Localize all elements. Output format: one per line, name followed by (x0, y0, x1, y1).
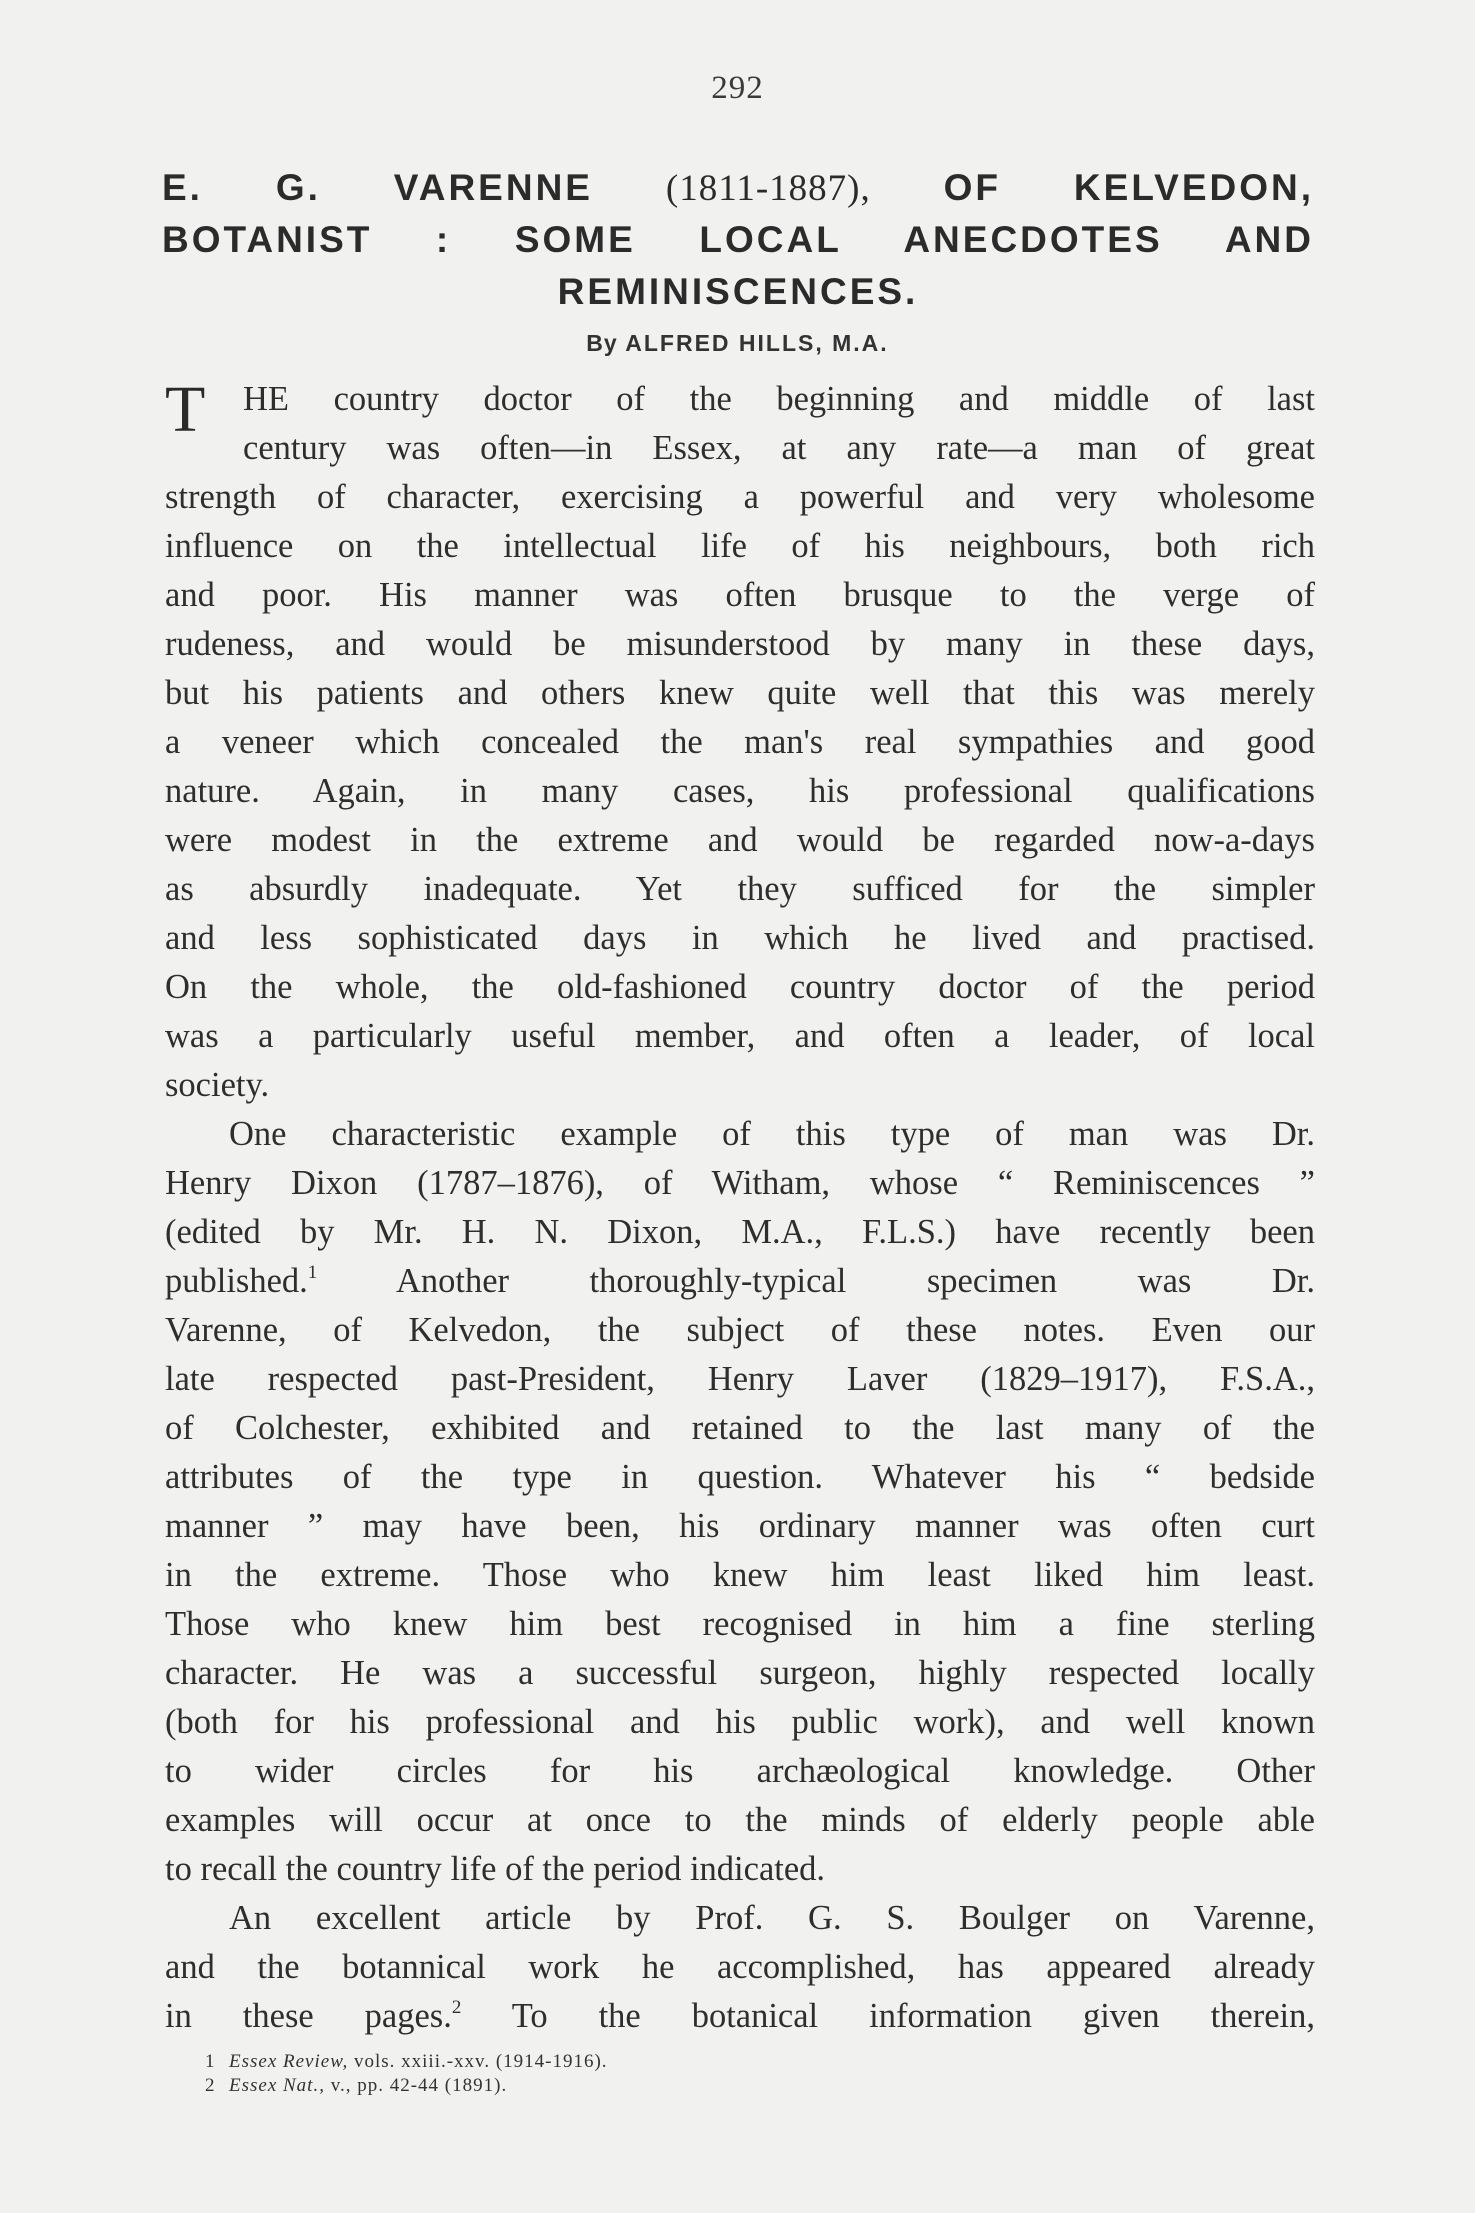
article-body (165, 375, 1315, 2041)
footnote-2 (205, 2074, 1205, 2098)
body-line: to recall the country life of the period indicated. (165, 1850, 826, 1888)
page-number: 292 (711, 70, 764, 106)
body-line-with-footnote (165, 1992, 1315, 2041)
drop-cap: T (165, 373, 206, 446)
body-line: Varenne, of Kelvedon, the subject of these notes. Even our (165, 1311, 1315, 1349)
byline-author: ALFRED HILLS, M.A. (625, 330, 889, 356)
title-years: (1811-1887), (665, 168, 871, 209)
body-line: Those who knew him best recognised in him a fine sterling (165, 1605, 1315, 1643)
body-text-fragment: published. (165, 1262, 308, 1300)
body-text-fragment: Another thoroughly-typical specimen was Dr. (395, 1262, 1315, 1300)
body-line: HE country doctor of the beginning and middle of last (243, 380, 1315, 418)
article-title (162, 162, 1314, 318)
body-line: to wider circles for his archæological knowledge. Other (165, 1752, 1315, 1790)
body-line: a veneer which concealed the man's real sympathies and good (165, 723, 1315, 761)
title-line-1 (162, 162, 1314, 214)
title-line-3: REMINISCENCES. (557, 271, 919, 312)
body-line: rudeness, and would be misunderstood by many in these days, (165, 625, 1315, 663)
body-line: manner ” may have been, his ordinary manner was often curt (165, 1507, 1315, 1545)
byline-prefix: By (586, 330, 618, 356)
footnote-detail: v., pp. 42-44 (1891). (330, 2075, 508, 2096)
body-line: influence on the intellectual life of his neighbours, both rich (165, 527, 1315, 565)
footnote-ref-2: 2 (451, 1997, 462, 2018)
title-line-2: BOTANIST : SOME LOCAL ANECDOTES AND (162, 219, 1314, 260)
body-line: nature. Again, in many cases, his professional qualifications (165, 772, 1315, 810)
body-line: and the botannical work he accomplished, has appeared already (165, 1948, 1315, 1986)
body-line: An excellent article by Prof. G. S. Boulger on Varenne, (229, 1899, 1315, 1937)
body-line: examples will occur at once to the minds of elderly people able (165, 1801, 1315, 1839)
body-text-fragment: To the botanical information given therein, (511, 1997, 1315, 2035)
body-text-fragment: in these pages. (165, 1997, 452, 2035)
footnote-mark: 2 (205, 2075, 216, 2096)
footnote-source: Essex Review, (229, 2051, 349, 2072)
body-line: One characteristic example of this type of man was Dr. (229, 1115, 1315, 1153)
body-line: was a particularly useful member, and often a leader, of local (165, 1017, 1315, 1055)
footnote-source: Essex Nat., (229, 2075, 325, 2096)
byline (0, 330, 1475, 357)
body-line: (both for his professional and his public work), and well known (165, 1703, 1315, 1741)
body-line: were modest in the extreme and would be regarded now-a-days (165, 821, 1315, 859)
footnote-1 (205, 2050, 1205, 2074)
body-line: in the extreme. Those who knew him least liked him least. (165, 1556, 1315, 1594)
footnotes (205, 2050, 1205, 2098)
body-line: of Colchester, exhibited and retained to the last many of the (165, 1409, 1315, 1447)
body-line: but his patients and others knew quite well that this was merely (165, 674, 1315, 712)
body-line-with-footnote (165, 1257, 1315, 1306)
footnote-detail: vols. xxiii.-xxv. (1914-1916). (353, 2051, 608, 2072)
title-name: E. G. VARENNE (162, 167, 593, 208)
body-line: society. (165, 1066, 270, 1104)
body-line: late respected past-President, Henry Laver (1829–1917), F.S.A., (165, 1360, 1315, 1398)
body-line: strength of character, exercising a powerful and very wholesome (165, 478, 1315, 516)
body-line: character. He was a successful surgeon, highly respected locally (165, 1654, 1315, 1692)
body-line: On the whole, the old-fashioned country doctor of the period (165, 968, 1315, 1006)
body-line: century was often—in Essex, at any rate—a man of great (243, 429, 1315, 467)
body-line: Henry Dixon (1787–1876), of Witham, whose “ Reminiscences ” (165, 1164, 1315, 1202)
body-line: and less sophisticated days in which he lived and practised. (165, 919, 1315, 957)
body-line: (edited by Mr. H. N. Dixon, M.A., F.L.S.) have recently been (165, 1213, 1315, 1251)
body-line: and poor. His manner was often brusque to the verge of (165, 576, 1315, 614)
footnote-ref-1: 1 (307, 1262, 318, 1283)
body-line: as absurdly inadequate. Yet they sufficed for the simpler (165, 870, 1315, 908)
body-line: attributes of the type in question. Whatever his “ bedside (165, 1458, 1315, 1496)
footnote-mark: 1 (205, 2051, 216, 2072)
title-place: OF KELVEDON, (943, 167, 1315, 208)
